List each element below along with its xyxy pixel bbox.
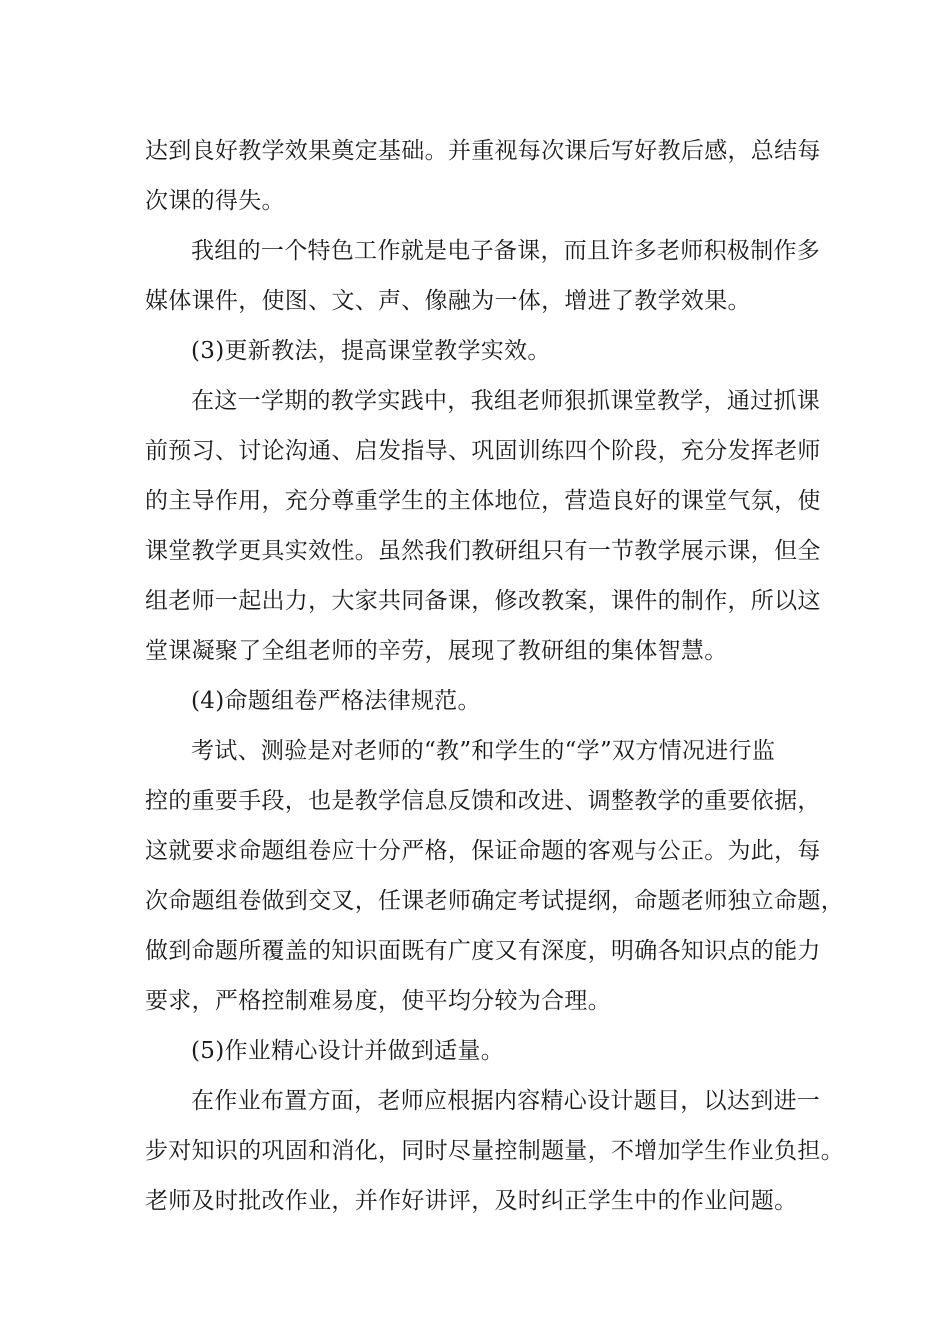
text-line: 次命题组卷做到交叉，任课老师确定考试提纲，命题老师独立命题，	[145, 888, 844, 914]
text-line: 组老师一起出力，大家共同备课，修改教案，课件的制作，所以这	[145, 588, 821, 614]
text-line: 做到命题所覆盖的知识面既有广度又有深度，明确各知识点的能力	[145, 938, 821, 964]
text-line: 步对知识的巩固和消化，同时尽量控制题量，不增加学生作业负担。	[145, 1138, 844, 1164]
text-line: 次课的得失。	[145, 188, 285, 214]
section-heading: (5)作业精心设计并做到适量。	[191, 1038, 505, 1064]
text-line: 控的重要手段，也是教学信息反馈和改进、调整教学的重要依据，	[145, 788, 821, 814]
paragraph-start-line: 在作业布置方面，老师应根据内容精心设计题目，以达到进一	[191, 1088, 821, 1114]
text-line: 课堂教学更具实效性。虽然我们教研组只有一节教学展示课，但全	[145, 538, 821, 564]
text-line: 媒体课件，使图、文、声、像融为一体，增进了教学效果。	[145, 288, 751, 314]
text-line: 要求，严格控制难易度，使平均分较为合理。	[145, 988, 611, 1014]
text-line: 的主导作用，充分尊重学生的主体地位，营造良好的课堂气氛，使	[145, 488, 821, 514]
text-line: 堂课凝聚了全组老师的辛劳，展现了教研组的集体智慧。	[145, 638, 728, 664]
section-heading: (4)命题组卷严格法律规范。	[191, 688, 481, 714]
paragraph-start-line: 考试、测验是对老师的“教”和学生的“学”双方情况进行监	[191, 738, 776, 764]
paragraph-start-line: 在这一学期的教学实践中，我组老师狠抓课堂教学，通过抓课	[191, 388, 821, 414]
section-heading: (3)更新教法，提高课堂教学实效。	[191, 338, 551, 364]
paragraph-start-line: 我组的一个特色工作就是电子备课，而且许多老师积极制作多	[191, 238, 821, 264]
text-line: 前预习、讨论沟通、启发指导、巩固训练四个阶段，充分发挥老师	[145, 438, 821, 464]
text-line: 达到良好教学效果奠定基础。并重视每次课后写好教后感，总结每	[145, 138, 821, 164]
text-line: 这就要求命题组卷应十分严格，保证命题的客观与公正。为此，每	[145, 838, 821, 864]
text-line: 老师及时批改作业，并作好讲评，及时纠正学生中的作业问题。	[145, 1188, 798, 1214]
